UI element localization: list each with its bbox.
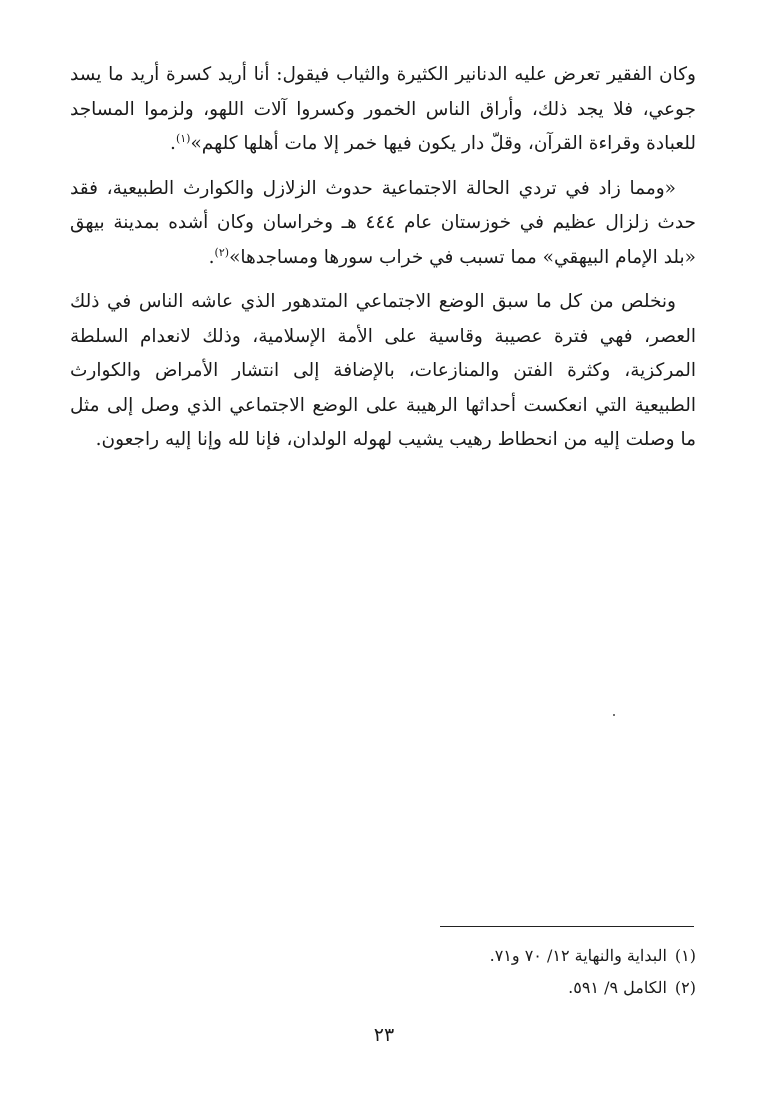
footnote-1-text: البداية والنهاية ١٢/ ٧٠ و٧١.	[489, 946, 667, 965]
footnotes	[420, 940, 696, 1004]
paragraph-2	[70, 172, 696, 276]
footnote-2-number: (٢)	[674, 978, 696, 997]
paragraph-3	[70, 285, 696, 458]
footnote-2	[420, 972, 696, 1004]
footnote-2-text: الكامل ٩/ ٥٩١.	[568, 978, 667, 997]
page-number: ٢٣	[373, 1024, 395, 1046]
paragraph-1	[70, 58, 696, 162]
paragraph-3-text: ونخلص من كل ما سبق الوضع الاجتماعي المتدهور الذي عاشه الناس في ذلك العصر، فهي فترة عصيبة وقاسية على الأمة الإسلامية، وذلك لانعدام السلطة المركزية، وكثرة الفتن والمنازعات، بالإضافة إلى انتشار الأمراض والكوارث الطبيعية التي انعكست أحداثها الرهيبة على الوضع الاجتماعي الذي وصل إلى مثل ما وصلت إليه من انحطاط رهيب يشيب لهوله الولدان، فإنا لله وإنا إليه راجعون.	[70, 291, 696, 450]
main-text	[70, 58, 696, 458]
footnote-divider	[440, 926, 694, 927]
paragraph-2-tail: .	[208, 246, 215, 268]
footnote-1	[420, 940, 696, 972]
paragraph-1-tail: .	[170, 133, 176, 154]
scan-speck	[613, 714, 615, 716]
footnote-1-number: (١)	[674, 946, 696, 965]
footnote-ref-2[interactable]: (٢)	[214, 245, 230, 259]
paragraph-1-text: وكان الفقير تعرض عليه الدنانير الكثيرة والثياب فيقول: أنا أريد كسرة أريد ما يسد جوعي، فلا يجد ذلك، وأراق الناس الخمور وكسروا آلات اللهو، ولزموا المساجد للعبادة وقراءة القرآن، وقلّ دار يكون فيها خمر إلا مات أهلها كلهم»	[70, 64, 696, 154]
paragraph-2-text: «ومما زاد في تردي الحالة الاجتماعية حدوث الزلازل والكوارث الطبيعية، فقد حدث زلزال عظيم في خوزستان عام ٤٤٤ هـ وخراسان وكان أشده بمدينة بيهق «بلد الإمام البيهقي» مما تسبب في خراب سورها ومساجدها»	[70, 177, 696, 268]
footnote-ref-1[interactable]: (١)	[175, 131, 191, 145]
